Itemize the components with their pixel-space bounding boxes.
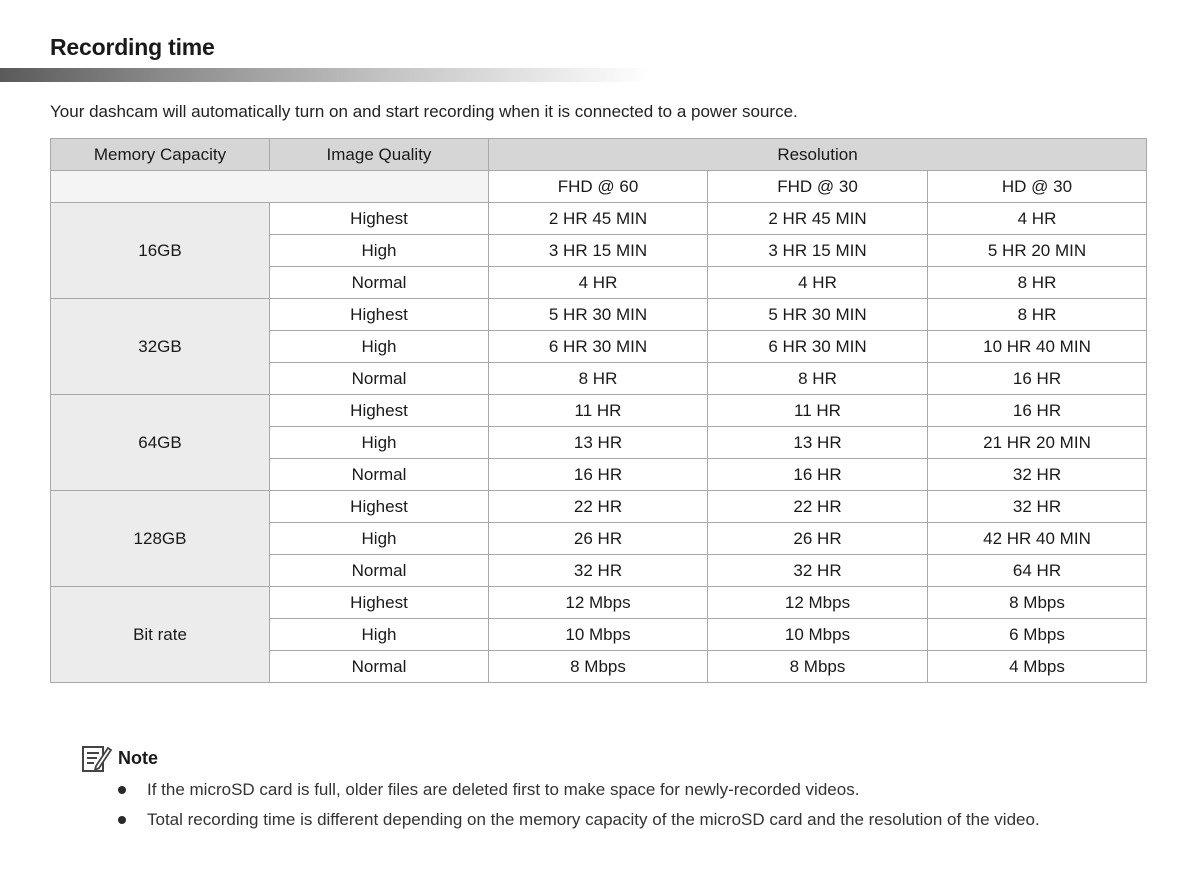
recording-value-cell: 4 HR [928, 203, 1147, 235]
header-memory-capacity: Memory Capacity [51, 139, 270, 171]
note-item [114, 805, 1040, 835]
recording-value-cell: 2 HR 45 MIN [489, 203, 708, 235]
bullet-icon [118, 786, 126, 794]
subheader-empty-cell [51, 171, 489, 203]
recording-value-cell: 8 Mbps [928, 587, 1147, 619]
recording-value-cell: 2 HR 45 MIN [708, 203, 928, 235]
resolution-hd-30: HD @ 30 [928, 171, 1147, 203]
recording-value-cell: 26 HR [708, 523, 928, 555]
resolution-fhd-30: FHD @ 30 [708, 171, 928, 203]
image-quality-cell: Highest [270, 395, 489, 427]
recording-value-cell: 12 Mbps [489, 587, 708, 619]
memory-capacity-cell: 32GB [51, 299, 270, 395]
recording-value-cell: 13 HR [708, 427, 928, 459]
recording-value-cell: 4 Mbps [928, 651, 1147, 683]
note-item [114, 775, 1040, 805]
note-list [114, 775, 1040, 835]
image-quality-cell: Normal [270, 363, 489, 395]
recording-value-cell: 32 HR [489, 555, 708, 587]
image-quality-cell: Highest [270, 587, 489, 619]
memory-capacity-cell: 16GB [51, 203, 270, 299]
recording-value-cell: 8 Mbps [489, 651, 708, 683]
image-quality-cell: High [270, 427, 489, 459]
recording-value-cell: 10 Mbps [708, 619, 928, 651]
recording-value-cell: 64 HR [928, 555, 1147, 587]
image-quality-cell: Highest [270, 203, 489, 235]
image-quality-cell: Highest [270, 299, 489, 331]
recording-value-cell: 13 HR [489, 427, 708, 459]
table-row [51, 299, 1147, 331]
table-row [51, 587, 1147, 619]
recording-value-cell: 3 HR 15 MIN [708, 235, 928, 267]
recording-value-cell: 21 HR 20 MIN [928, 427, 1147, 459]
image-quality-cell: Highest [270, 491, 489, 523]
note-item-text: Total recording time is different depending on the memory capacity of the microSD card and the resolution of the video. [147, 810, 1040, 829]
note-pencil-icon [80, 742, 112, 774]
header-row [51, 139, 1147, 171]
recording-value-cell: 4 HR [489, 267, 708, 299]
recording-value-cell: 11 HR [708, 395, 928, 427]
recording-value-cell: 6 HR 30 MIN [708, 331, 928, 363]
note-header [80, 742, 158, 774]
image-quality-cell: Normal [270, 459, 489, 491]
resolution-fhd-60: FHD @ 60 [489, 171, 708, 203]
recording-value-cell: 5 HR 30 MIN [489, 299, 708, 331]
memory-capacity-cell: Bit rate [51, 587, 270, 683]
bullet-icon [118, 816, 126, 824]
recording-value-cell: 5 HR 20 MIN [928, 235, 1147, 267]
recording-value-cell: 6 HR 30 MIN [489, 331, 708, 363]
page-title: Recording time [50, 34, 215, 60]
image-quality-cell: Normal [270, 651, 489, 683]
image-quality-cell: Normal [270, 267, 489, 299]
recording-value-cell: 5 HR 30 MIN [708, 299, 928, 331]
recording-value-cell: 32 HR [928, 459, 1147, 491]
header-image-quality: Image Quality [270, 139, 489, 171]
title-underline-bar [0, 68, 650, 82]
recording-value-cell: 42 HR 40 MIN [928, 523, 1147, 555]
recording-value-cell: 10 HR 40 MIN [928, 331, 1147, 363]
recording-value-cell: 16 HR [489, 459, 708, 491]
recording-value-cell: 4 HR [708, 267, 928, 299]
table-row [51, 491, 1147, 523]
recording-value-cell: 8 HR [489, 363, 708, 395]
note-item-text: If the microSD card is full, older files are deleted first to make space for newly-recorded videos. [147, 780, 860, 799]
recording-value-cell: 11 HR [489, 395, 708, 427]
recording-value-cell: 32 HR [928, 491, 1147, 523]
recording-value-cell: 22 HR [489, 491, 708, 523]
recording-value-cell: 6 Mbps [928, 619, 1147, 651]
recording-value-cell: 8 Mbps [708, 651, 928, 683]
note-title: Note [118, 747, 158, 768]
table-row [51, 203, 1147, 235]
image-quality-cell: High [270, 235, 489, 267]
header-resolution: Resolution [489, 139, 1147, 171]
memory-capacity-cell: 64GB [51, 395, 270, 491]
recording-value-cell: 8 HR [928, 267, 1147, 299]
recording-value-cell: 22 HR [708, 491, 928, 523]
recording-value-cell: 12 Mbps [708, 587, 928, 619]
recording-value-cell: 26 HR [489, 523, 708, 555]
image-quality-cell: High [270, 523, 489, 555]
recording-value-cell: 16 HR [928, 395, 1147, 427]
recording-value-cell: 8 HR [708, 363, 928, 395]
recording-value-cell: 16 HR [708, 459, 928, 491]
image-quality-cell: High [270, 331, 489, 363]
recording-value-cell: 8 HR [928, 299, 1147, 331]
memory-capacity-cell: 128GB [51, 491, 270, 587]
recording-value-cell: 10 Mbps [489, 619, 708, 651]
recording-time-table [50, 138, 1147, 683]
recording-value-cell: 3 HR 15 MIN [489, 235, 708, 267]
image-quality-cell: High [270, 619, 489, 651]
recording-value-cell: 16 HR [928, 363, 1147, 395]
table-row [51, 395, 1147, 427]
recording-value-cell: 32 HR [708, 555, 928, 587]
table-body [51, 203, 1147, 683]
intro-text: Your dashcam will automatically turn on and start recording when it is connected to a power source. [50, 102, 798, 121]
subheader-row [51, 171, 1147, 203]
image-quality-cell: Normal [270, 555, 489, 587]
